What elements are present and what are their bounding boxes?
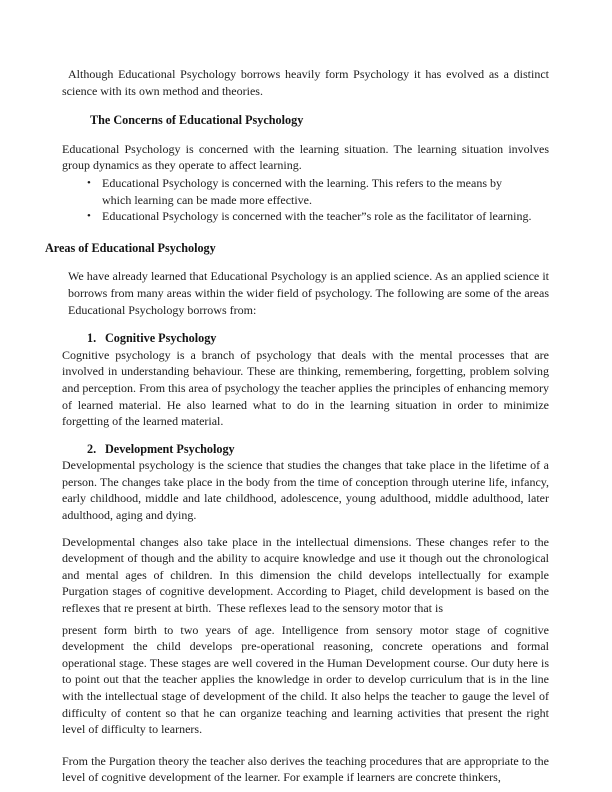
section-2-paragraph-3: present form birth to two years of age. Intelligence from sensory motor stage of cognitive development the child develops pre-operational reasoning, concrete operations and formal operational stage. These stages are well covered in the Human Development course. Our duty here is to point out that the teacher applies the knowledge in order to develop curriculum that is in the line with the intellectual stage of development of the child. It also helps the teacher to gauge the level of difficulty of content so that he can organize teaching and learning activities that present the right level of difficulty to learners. (62, 622, 549, 737)
section-2-paragraph-4: From the Purgation theory the teacher also derives the teaching procedures that are appropriate to the level of cognitive development of the learner. For example if learners are concrete thinkers, (62, 753, 549, 785)
concerns-heading: The Concerns of Educational Psychology (90, 113, 304, 128)
section-1-heading (87, 330, 549, 347)
areas-intro-paragraph: We have already learned that Educational Psychology is an applied science. As an applied science it borrows from many areas within the wider field of psychology. The following are some of the areas Educational Psychology borrows from: (68, 269, 549, 317)
section-number: 2. (87, 441, 97, 456)
section-1-paragraph: Cognitive psychology is a branch of psychology that deals with the mental processes that are involved in understanding behaviour. These are thinking, remembering, forgetting, problem solving and perception. From this area of psychology the teacher applies the principles of enhancing memory of learned material. He also learned what to do in the learning situation in order to minimize forgetting of the learned material. (62, 347, 549, 429)
section-2-paragraph-2: Developmental changes also take place in the intellectual dimensions. These changes refer to the development of though and the ability to acquire knowledge and use it though out the chronological and mental ages of children. In this dimension the child develops intellectually for example Purgation stages of cognitive development. According to Piaget, child development is based on the reflexes that re present at birth. These reflexes lead to the sensory motor that is (62, 534, 549, 616)
section-title: Development Psychology (105, 441, 235, 456)
section-2-paragraph-1: Developmental psychology is the science that studies the changes that take place in the lifetime of a person. The changes take place in the body from the time of conception through uterine life, infancy, early childhood, middle and late childhood, adolescence, young adulthood, middle adulthood, later adulthood, aging and dying. (62, 458, 549, 523)
areas-heading: Areas of Educational Psychology (45, 240, 216, 255)
bullet-icon: • (87, 176, 91, 189)
section-2-heading (87, 441, 549, 458)
section-number: 1. (87, 331, 97, 346)
concerns-paragraph: Educational Psychology is concerned with the learning situation. The learning situation involves group dynamics as they operate to affect learning. (62, 141, 549, 173)
intro-paragraph: Although Educational Psychology borrows heavily form Psychology it has evolved as a distinct science with its own method and theories. (62, 67, 549, 98)
bullet-icon: • (87, 210, 91, 223)
bullet-item-text: Educational Psychology is concerned with the teacher”s role as the facilitator of learning. (102, 209, 532, 224)
list-item (87, 175, 549, 208)
list-item (87, 208, 549, 225)
section-title: Cognitive Psychology (105, 331, 217, 346)
bullet-item-text: Educational Psychology is concerned with the learning. This refers to the means by which learning can be made more effective. (102, 175, 503, 207)
concerns-bullet-list (45, 175, 549, 225)
